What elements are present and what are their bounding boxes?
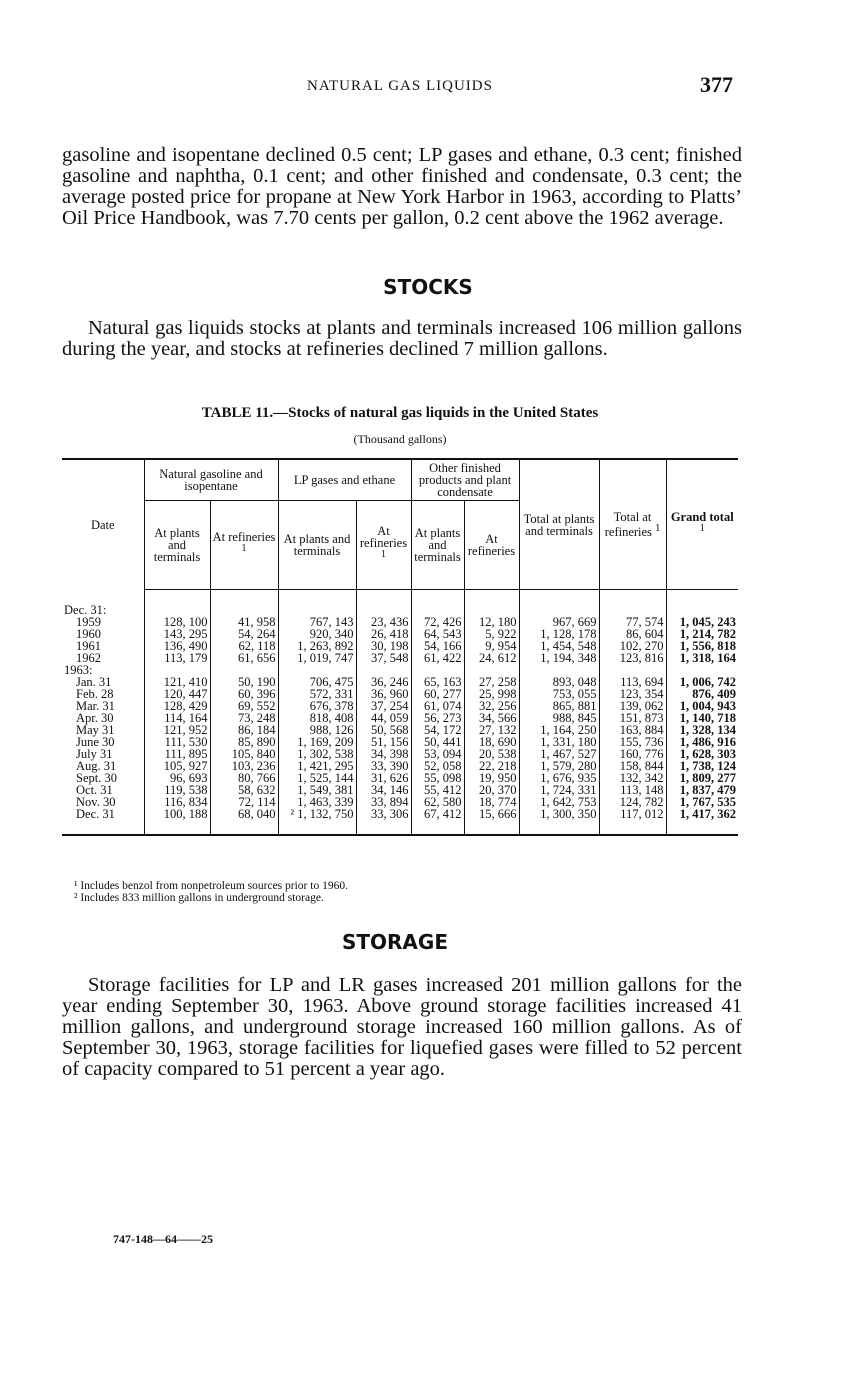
- intro-paragraph: gasoline and isopentane declined 0.5 cent; LP gases and ethane, 0.3 cent; finished gasoline and naphtha, 0.1 cent; and other finished and condensate, 0.3 cent; the average posted price for propane at New York Harbor in 1963, according to Platts’ Oil Price Handbook, was 7.70 cents per gallon, 0.2 cent above the 1962 average.: [62, 144, 742, 229]
- cell-grand: 1, 809, 277: [666, 772, 738, 784]
- cell-tot-ref: 77, 574: [599, 616, 666, 628]
- cell-ng-ref: 61, 656: [210, 652, 278, 664]
- cell-ng-ref: 85, 890: [210, 736, 278, 748]
- cell-lp-plants: 818, 408: [278, 712, 356, 724]
- cell-of-plants: 64, 543: [411, 628, 464, 640]
- row-date: Jan. 31: [76, 675, 112, 689]
- footnote-mark: 1: [241, 543, 247, 555]
- cell-lp-plants: 572, 331: [278, 688, 356, 700]
- header-lp-plants: At plants and terminals: [278, 501, 356, 590]
- cell-tot-ref: 151, 873: [599, 712, 666, 724]
- table-title: TABLE 11.—Stocks of natural gas liquids in the United States: [201, 405, 599, 421]
- cell-lp-plants: 988, 126: [278, 724, 356, 736]
- table-row: [62, 808, 738, 835]
- row-date: Apr. 30: [76, 711, 114, 725]
- group-label-row: [62, 590, 738, 617]
- stocks-table: [62, 458, 738, 836]
- cell-grand: 1, 006, 742: [666, 676, 738, 688]
- cell-grand: 1, 837, 479: [666, 784, 738, 796]
- header-of-refineries: At refineries: [464, 501, 519, 590]
- cell-of-plants: 52, 058: [411, 760, 464, 772]
- cell-ng-plants: 121, 952: [144, 724, 210, 736]
- storage-paragraph: Storage facilities for LP and LR gases increased 201 million gallons for the year ending September 30, 1963. Above ground storage facilities increased 41 million gallons, and underground storage increased 160 million gallons. As of September 30, 1963, storage facilities for liquefied gases were filled to 52 percent of capacity compared to 51 percent a year ago.: [62, 974, 742, 1080]
- cell-of-plants: 56, 273: [411, 712, 464, 724]
- cell-grand: 876, 409: [666, 688, 738, 700]
- cell-ng-ref: 103, 236: [210, 760, 278, 772]
- cell-grand: 1, 556, 818: [666, 640, 738, 652]
- row-date: Mar. 31: [76, 699, 115, 713]
- cell-ng-ref: 105, 840: [210, 748, 278, 760]
- table-footnotes: [74, 880, 348, 904]
- cell-lp-plants: ² 1, 132, 750: [278, 808, 356, 835]
- footnote-2: ² Includes 833 million gallons in underground storage.: [74, 892, 324, 904]
- cell-tot-plants: 893, 048: [519, 676, 599, 688]
- cell-of-plants: 61, 422: [411, 652, 464, 664]
- group-label-dec31: Dec. 31:: [64, 602, 107, 617]
- cell-ng-plants: 114, 164: [144, 712, 210, 724]
- cell-grand: 1, 328, 134: [666, 724, 738, 736]
- cell-lp-plants: 920, 340: [278, 628, 356, 640]
- header-lp-gases: LP gases and ethane: [278, 459, 411, 501]
- cell-of-ref: 5, 922: [464, 628, 519, 640]
- cell-lp-plants: 1, 421, 295: [278, 760, 356, 772]
- cell-lp-ref: 33, 894: [356, 796, 411, 808]
- cell-tot-ref: 123, 816: [599, 652, 666, 664]
- footnote-mark: 1: [699, 522, 705, 534]
- cell-of-plants: 60, 277: [411, 688, 464, 700]
- cell-tot-ref: 160, 776: [599, 748, 666, 760]
- cell-lp-ref: 34, 146: [356, 784, 411, 796]
- cell-lp-ref: 50, 568: [356, 724, 411, 736]
- cell-ng-plants: 119, 538: [144, 784, 210, 796]
- cell-lp-ref: 33, 390: [356, 760, 411, 772]
- cell-grand: 1, 767, 535: [666, 796, 738, 808]
- row-date: Sept. 30: [76, 771, 117, 785]
- cell-grand: 1, 214, 782: [666, 628, 738, 640]
- footnote-mark: 1: [380, 549, 387, 561]
- cell-ng-ref: 62, 118: [210, 640, 278, 652]
- cell-tot-plants: 1, 331, 180: [519, 736, 599, 748]
- cell-ng-ref: 72, 114: [210, 796, 278, 808]
- cell-lp-ref: 34, 398: [356, 748, 411, 760]
- cell-of-ref: 34, 566: [464, 712, 519, 724]
- header-total-plants: Total at plants and terminals: [519, 459, 599, 590]
- cell-of-plants: 62, 580: [411, 796, 464, 808]
- cell-grand: 1, 140, 718: [666, 712, 738, 724]
- header-natural-gasoline: Natural gasoline and isopentane: [144, 459, 278, 501]
- cell-of-plants: 65, 163: [411, 676, 464, 688]
- cell-tot-ref: 86, 604: [599, 628, 666, 640]
- cell-of-ref: 12, 180: [464, 616, 519, 628]
- cell-tot-plants: 967, 669: [519, 616, 599, 628]
- cell-of-ref: 27, 258: [464, 676, 519, 688]
- cell-of-ref: 9, 954: [464, 640, 519, 652]
- cell-lp-ref: 44, 059: [356, 712, 411, 724]
- table-row: [62, 652, 738, 664]
- cell-of-ref: 20, 538: [464, 748, 519, 760]
- cell-ng-plants: 113, 179: [144, 652, 210, 664]
- row-date: Nov. 30: [76, 795, 116, 809]
- cell-ng-ref: 86, 184: [210, 724, 278, 736]
- cell-of-ref: 18, 690: [464, 736, 519, 748]
- cell-of-plants: 55, 098: [411, 772, 464, 784]
- cell-of-ref: 25, 998: [464, 688, 519, 700]
- row-date: 1960: [76, 627, 101, 641]
- cell-ng-plants: 100, 188: [144, 808, 210, 835]
- row-date: 1961: [76, 639, 101, 653]
- cell-lp-ref: 37, 548: [356, 652, 411, 664]
- header-of-plants: At plants and terminals: [411, 501, 464, 590]
- row-date: Oct. 31: [76, 783, 113, 797]
- group-label-1963: 1963:: [64, 663, 93, 677]
- cell-of-plants: 72, 426: [411, 616, 464, 628]
- cell-lp-plants: 676, 378: [278, 700, 356, 712]
- cell-of-plants: 54, 166: [411, 640, 464, 652]
- header-ng-plants: At plants and terminals: [144, 501, 210, 590]
- cell-of-ref: 24, 612: [464, 652, 519, 664]
- cell-tot-plants: 865, 881: [519, 700, 599, 712]
- cell-ng-ref: 50, 190: [210, 676, 278, 688]
- cell-of-ref: 20, 370: [464, 784, 519, 796]
- cell-ng-plants: 121, 410: [144, 676, 210, 688]
- stocks-heading: STOCKS: [383, 275, 473, 299]
- cell-lp-ref: 23, 436: [356, 616, 411, 628]
- cell-tot-ref: 158, 844: [599, 760, 666, 772]
- cell-of-plants: 55, 412: [411, 784, 464, 796]
- cell-ng-ref: 69, 552: [210, 700, 278, 712]
- cell-ng-plants: 136, 490: [144, 640, 210, 652]
- cell-of-plants: 61, 074: [411, 700, 464, 712]
- cell-ng-plants: 105, 927: [144, 760, 210, 772]
- row-date: 1962: [76, 651, 101, 665]
- cell-of-ref: 19, 950: [464, 772, 519, 784]
- cell-tot-ref: 117, 012: [599, 808, 666, 835]
- cell-lp-ref: 30, 198: [356, 640, 411, 652]
- cell-of-plants: 54, 172: [411, 724, 464, 736]
- cell-tot-plants: 1, 724, 331: [519, 784, 599, 796]
- cell-ng-plants: 128, 100: [144, 616, 210, 628]
- cell-lp-plants: 767, 143: [278, 616, 356, 628]
- cell-ng-plants: 143, 295: [144, 628, 210, 640]
- cell-lp-ref: 37, 254: [356, 700, 411, 712]
- cell-ng-ref: 80, 766: [210, 772, 278, 784]
- cell-lp-plants: 1, 019, 747: [278, 652, 356, 664]
- cell-ng-plants: 128, 429: [144, 700, 210, 712]
- cell-of-plants: 53, 094: [411, 748, 464, 760]
- cell-lp-plants: 1, 302, 538: [278, 748, 356, 760]
- cell-lp-ref: 26, 418: [356, 628, 411, 640]
- cell-lp-plants: 1, 169, 209: [278, 736, 356, 748]
- cell-tot-ref: 163, 884: [599, 724, 666, 736]
- header-grand-total: Grand total $^1$: [666, 459, 738, 590]
- cell-lp-ref: 36, 246: [356, 676, 411, 688]
- cell-tot-ref: 139, 062: [599, 700, 666, 712]
- row-date: June 30: [76, 735, 115, 749]
- cell-tot-plants: 1, 128, 178: [519, 628, 599, 640]
- header-lp-refineries: At refineries $^1$: [356, 501, 411, 590]
- storage-heading: STORAGE: [341, 930, 448, 954]
- cell-ng-ref: 68, 040: [210, 808, 278, 835]
- running-header: NATURAL GAS LIQUIDS: [307, 78, 493, 94]
- cell-of-ref: 22, 218: [464, 760, 519, 772]
- cell-tot-ref: 102, 270: [599, 640, 666, 652]
- cell-tot-plants: 1, 300, 350: [519, 808, 599, 835]
- cell-tot-plants: 1, 164, 250: [519, 724, 599, 736]
- page-number: 377: [700, 72, 733, 97]
- row-date: May 31: [76, 723, 115, 737]
- cell-lp-ref: 36, 960: [356, 688, 411, 700]
- cell-grand: 1, 628, 303: [666, 748, 738, 760]
- cell-ng-ref: 54, 264: [210, 628, 278, 640]
- cell-lp-plants: 1, 549, 381: [278, 784, 356, 796]
- cell-tot-plants: 1, 454, 548: [519, 640, 599, 652]
- cell-ng-ref: 58, 632: [210, 784, 278, 796]
- cell-tot-plants: 1, 642, 753: [519, 796, 599, 808]
- cell-tot-plants: 753, 055: [519, 688, 599, 700]
- row-date: July 31: [76, 747, 113, 761]
- cell-ng-plants: 120, 447: [144, 688, 210, 700]
- cell-tot-plants: 1, 676, 935: [519, 772, 599, 784]
- table-unit: (Thousand gallons): [353, 432, 447, 446]
- footnote-1: ¹ Includes benzol from nonpetroleum sources prior to 1960.: [74, 880, 348, 892]
- cell-tot-plants: 1, 467, 527: [519, 748, 599, 760]
- cell-ng-plants: 111, 530: [144, 736, 210, 748]
- cell-of-ref: 27, 132: [464, 724, 519, 736]
- cell-tot-ref: 113, 694: [599, 676, 666, 688]
- cell-grand: 1, 738, 124: [666, 760, 738, 772]
- print-code: 747-148—64——25: [113, 1232, 213, 1246]
- row-date: Dec. 31: [62, 808, 144, 835]
- cell-ng-plants: 111, 895: [144, 748, 210, 760]
- cell-lp-ref: 51, 156: [356, 736, 411, 748]
- cell-grand: 1, 417, 362: [666, 808, 738, 835]
- header-ng-refineries: At refineries $^1$: [210, 501, 278, 590]
- cell-tot-plants: 988, 845: [519, 712, 599, 724]
- cell-tot-plants: 1, 579, 280: [519, 760, 599, 772]
- row-date: Feb. 28: [76, 687, 114, 701]
- cell-tot-ref: 113, 148: [599, 784, 666, 796]
- cell-of-ref: 32, 256: [464, 700, 519, 712]
- row-date: 1959: [76, 615, 101, 629]
- cell-tot-ref: 155, 736: [599, 736, 666, 748]
- cell-lp-plants: 1, 263, 892: [278, 640, 356, 652]
- cell-ng-plants: 96, 693: [144, 772, 210, 784]
- cell-of-ref: 18, 774: [464, 796, 519, 808]
- cell-grand: 1, 004, 943: [666, 700, 738, 712]
- header-date: Date: [62, 459, 144, 590]
- row-date: Aug. 31: [76, 759, 117, 773]
- header-other-finished: Other finished products and plant condensate: [411, 459, 519, 501]
- cell-lp-plants: 706, 475: [278, 676, 356, 688]
- cell-of-plants: 50, 441: [411, 736, 464, 748]
- cell-lp-ref: 33, 306: [356, 808, 411, 835]
- cell-tot-ref: 123, 354: [599, 688, 666, 700]
- cell-ng-ref: 60, 396: [210, 688, 278, 700]
- cell-ng-ref: 41, 958: [210, 616, 278, 628]
- cell-lp-ref: 31, 626: [356, 772, 411, 784]
- cell-tot-plants: 1, 194, 348: [519, 652, 599, 664]
- cell-of-plants: 67, 412: [411, 808, 464, 835]
- footnote-mark: 1: [655, 522, 661, 534]
- cell-tot-ref: 132, 342: [599, 772, 666, 784]
- cell-grand: 1, 486, 916: [666, 736, 738, 748]
- cell-ng-ref: 73, 248: [210, 712, 278, 724]
- header-total-refineries: Total at refineries $^1$: [599, 459, 666, 590]
- cell-ng-plants: 116, 834: [144, 796, 210, 808]
- cell-grand: 1, 045, 243: [666, 616, 738, 628]
- cell-grand: 1, 318, 164: [666, 652, 738, 664]
- cell-lp-plants: 1, 525, 144: [278, 772, 356, 784]
- cell-lp-plants: 1, 463, 339: [278, 796, 356, 808]
- cell-of-ref: 15, 666: [464, 808, 519, 835]
- cell-tot-ref: 124, 782: [599, 796, 666, 808]
- stocks-paragraph: Natural gas liquids stocks at plants and terminals increased 106 million gallons during the year, and stocks at refineries declined 7 million gallons.: [62, 317, 742, 360]
